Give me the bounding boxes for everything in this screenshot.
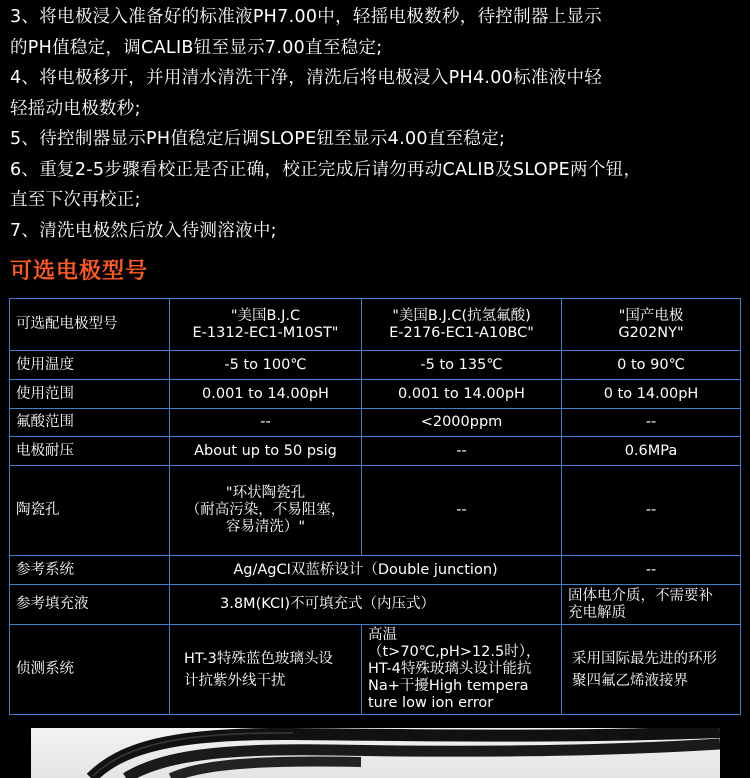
- calibration-steps: [10, 2, 745, 246]
- electrode-spec-table: [9, 298, 741, 715]
- table-cell: --: [562, 409, 741, 437]
- model-line: G202NY": [618, 324, 684, 341]
- table-cell: --: [170, 409, 362, 437]
- table-cell: <2000ppm: [362, 409, 562, 437]
- table-row: [10, 585, 741, 625]
- row-label: 电极耐压: [10, 437, 170, 466]
- cell-line: （t>70℃,pH>12.5时），: [368, 644, 541, 660]
- cell-line: 采用国际最先进的环形: [572, 650, 717, 667]
- model-line: "国产电极: [618, 307, 684, 324]
- cell-line: 计抗紫外线干扰: [184, 672, 286, 689]
- cell-line: HT-4特殊玻璃头设计能抗: [368, 661, 532, 677]
- cell-line: HT-3特殊蓝色玻璃头设: [184, 650, 333, 667]
- table-cell: [562, 585, 741, 625]
- model-cell: [362, 299, 562, 351]
- table-cell: 0.001 to 14.00pH: [362, 380, 562, 409]
- table-row: [10, 409, 741, 437]
- table-cell: --: [562, 466, 741, 556]
- row-label: 陶瓷孔: [10, 466, 170, 556]
- cell-line: 容易清洗）": [225, 519, 306, 535]
- table-row: [10, 625, 741, 715]
- model-cell: [562, 299, 741, 351]
- cable-illustration: [31, 728, 720, 778]
- row-label: 参考填充液: [10, 585, 170, 625]
- table-row: [10, 380, 741, 409]
- table-cell: --: [562, 556, 741, 585]
- table-cell: -5 to 100℃: [170, 351, 362, 380]
- section-title: 可选电极型号: [10, 259, 149, 284]
- table-cell: Ag/AgCI双蓝桥设计（Double junction): [170, 556, 562, 585]
- step-line: 6、重复2-5步骤看校正是否正确，校正完成后请勿再动CALIB及SLOPE两个钮，: [10, 159, 642, 180]
- table-cell: [562, 625, 741, 715]
- row-label: 侦测系统: [10, 625, 170, 715]
- row-label: 参考系统: [10, 556, 170, 585]
- table-cell: 3.8M(KCI)不可填充式（内压式）: [170, 585, 562, 625]
- table-cell: 0 to 14.00pH: [562, 380, 741, 409]
- table-cell: 0.001 to 14.00pH: [170, 380, 362, 409]
- table-cell: --: [362, 466, 562, 556]
- table-row: [10, 351, 741, 380]
- table-cell: -5 to 135℃: [362, 351, 562, 380]
- step-line: 轻摇动电极数秒;: [10, 98, 141, 119]
- table-cell: 0.6MPa: [562, 437, 741, 466]
- step-line: 7、清洗电极然后放入待测溶液中;: [10, 220, 277, 241]
- table-row-header: [10, 299, 741, 351]
- cell-line: ture low ion error: [368, 695, 494, 711]
- cell-line: 聚四氟乙烯液接界: [572, 672, 688, 689]
- row-label: 氟酸范围: [10, 409, 170, 437]
- step-line: 直至下次再校正;: [10, 190, 141, 210]
- table-cell: 0 to 90℃: [562, 351, 741, 380]
- row-label: 可选配电极型号: [10, 299, 170, 351]
- table-cell: [362, 625, 562, 715]
- model-line: "美国B.J.C: [230, 307, 301, 324]
- table-row: [10, 556, 741, 585]
- row-label: 使用范围: [10, 380, 170, 409]
- step-line: 的PH值稳定，调CALIB钮至显示7.00直至稳定;: [10, 37, 383, 58]
- step-line: 4、将电极移开，并用清水清洗干净，清洗后将电极浸入PH4.00标准液中轻: [10, 68, 603, 88]
- cell-line: （耐高污染，不易阻塞，: [185, 502, 346, 518]
- table-cell: About up to 50 psig: [170, 437, 362, 466]
- cell-line: "环状陶瓷孔: [225, 485, 306, 501]
- table-cell: [170, 466, 362, 556]
- model-line: "美国B.J.C(抗氢氟酸): [392, 307, 531, 324]
- model-line: E-2176-EC1-A10BC": [389, 324, 534, 341]
- step-line: 3、将电极浸入准备好的标准液PH7.00中，轻摇电极数秒，待控制器上显示: [10, 7, 603, 27]
- cell-line: 固体电介质，不需要补: [568, 587, 713, 604]
- electrode-cable-photo: [31, 728, 720, 778]
- table-cell: --: [362, 437, 562, 466]
- table-cell: [170, 625, 362, 715]
- table-row: [10, 466, 741, 556]
- model-line: E-1312-EC1-M10ST": [192, 324, 339, 341]
- model-cell: [170, 299, 362, 351]
- cell-line: 高温: [368, 627, 397, 643]
- cell-line: Na+干擾High tempera: [368, 678, 529, 694]
- cell-line: 充电解质: [568, 604, 626, 621]
- table-row: [10, 437, 741, 466]
- step-line: 5、待控制器显示PH值稳定后调SLOPE钮至显示4.00直至稳定;: [10, 129, 506, 149]
- row-label: 使用温度: [10, 351, 170, 380]
